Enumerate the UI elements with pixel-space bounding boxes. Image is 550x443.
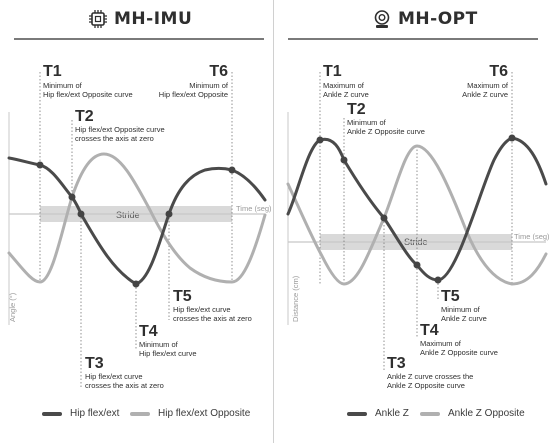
annotation-t5-tag: T5 bbox=[173, 288, 192, 305]
legend-item-ankle-z bbox=[347, 408, 409, 419]
annotation-t3-line2: crosses the axis at zero bbox=[85, 381, 164, 390]
annotation-t1-tag: T1 bbox=[43, 63, 62, 80]
annotation-t6-line2: Ankle Z curve bbox=[462, 90, 508, 99]
annotation-t2-tag: T2 bbox=[75, 108, 94, 125]
x-axis-label: Time (seg) bbox=[514, 232, 550, 241]
x-axis-label: Time (seg) bbox=[236, 204, 272, 213]
legend-item-ankle-z-opposite bbox=[420, 408, 525, 419]
annotation-t5-line1: Hip flex/ext curve bbox=[173, 305, 231, 314]
legend-swatch bbox=[420, 412, 440, 416]
y-axis-label: Distance (cm) bbox=[291, 275, 300, 322]
annotation-t3-tag: T3 bbox=[85, 355, 104, 372]
annotation-t5-line2: crosses the axis at zero bbox=[173, 314, 252, 323]
y-axis-label: Angle (°) bbox=[8, 292, 17, 322]
annotation-t1-tag: T1 bbox=[323, 63, 342, 80]
legend-label: Hip flex/ext Opposite bbox=[158, 408, 251, 419]
annotation-t6-tag: T6 bbox=[489, 63, 508, 80]
stride-label: Stride bbox=[116, 210, 140, 220]
annotation-t4-line1: Maximum of bbox=[420, 339, 461, 348]
annotation-t4-line2: Hip flex/ext curve bbox=[139, 349, 197, 358]
marker-t6 bbox=[509, 135, 516, 142]
marker-t3 bbox=[78, 211, 85, 218]
legend-label: Ankle Z bbox=[375, 408, 409, 419]
marker-t1 bbox=[37, 162, 44, 169]
annotation-t4-line2: Ankle Z Opposite curve bbox=[420, 348, 498, 357]
marker-t1 bbox=[317, 137, 324, 144]
marker-t5 bbox=[435, 277, 442, 284]
annotation-t3-line2: Ankle Z Opposite curve bbox=[387, 381, 465, 390]
annotation-t5-line2: Ankle Z curve bbox=[441, 314, 487, 323]
annotation-t1-line2: Ankle Z curve bbox=[323, 90, 369, 99]
annotation-t4-tag: T4 bbox=[139, 323, 158, 340]
annotation-t3-line1: Hip flex/ext curve bbox=[85, 372, 143, 381]
annotation-t2-line1: Hip flex/ext Opposite curve bbox=[75, 125, 165, 134]
annotation-t2-line2: crosses the axis at zero bbox=[75, 134, 154, 143]
legend-label: Ankle Z Opposite bbox=[448, 408, 525, 419]
annotation-t6-line2: Hip flex/ext Opposite bbox=[158, 90, 228, 99]
marker-t3 bbox=[381, 215, 388, 222]
annotation-t3-tag: T3 bbox=[387, 355, 406, 372]
annotation-t4-tag: T4 bbox=[420, 322, 439, 339]
marker-t2 bbox=[69, 194, 76, 201]
legend-item-hip-flex-ext-opposite bbox=[130, 408, 250, 419]
annotation-t6-tag: T6 bbox=[209, 63, 228, 80]
annotation-t1-line2: Hip flex/ext Opposite curve bbox=[43, 90, 133, 99]
annotation-t6-line1: Minimum of bbox=[189, 81, 228, 90]
marker-t2 bbox=[341, 157, 348, 164]
marker-lines bbox=[40, 72, 232, 388]
annotation-t2-tag: T2 bbox=[347, 101, 366, 118]
legend-swatch bbox=[347, 412, 367, 416]
markers bbox=[37, 162, 236, 288]
legend-item-hip-flex-ext bbox=[42, 408, 119, 419]
annotation-t5-tag: T5 bbox=[441, 288, 460, 305]
stride-label: Stride bbox=[404, 237, 428, 247]
annotation-t2-line2: Ankle Z Opposite curve bbox=[347, 127, 425, 136]
markers bbox=[317, 135, 516, 284]
legend-swatch bbox=[42, 412, 62, 416]
annotation-t3-line1: Ankle Z curve crosses the bbox=[387, 372, 474, 381]
panel-title-text: MH-IMU bbox=[114, 9, 193, 29]
annotation-t1-line1: Minimum of bbox=[43, 81, 82, 90]
marker-t6 bbox=[229, 167, 236, 174]
panel-title-text: MH-OPT bbox=[398, 9, 478, 29]
annotation-t6-line1: Maximum of bbox=[467, 81, 508, 90]
annotation-t1-line1: Maximum of bbox=[323, 81, 364, 90]
legend-label: Hip flex/ext bbox=[70, 408, 120, 419]
marker-t5 bbox=[166, 211, 173, 218]
annotation-t5-line1: Minimum of bbox=[441, 305, 480, 314]
marker-t4 bbox=[133, 281, 140, 288]
annotation-t4-line1: Minimum of bbox=[139, 340, 178, 349]
legend-swatch bbox=[130, 412, 150, 416]
marker-t4 bbox=[414, 262, 421, 269]
annotation-t2-line1: Minimum of bbox=[347, 118, 386, 127]
